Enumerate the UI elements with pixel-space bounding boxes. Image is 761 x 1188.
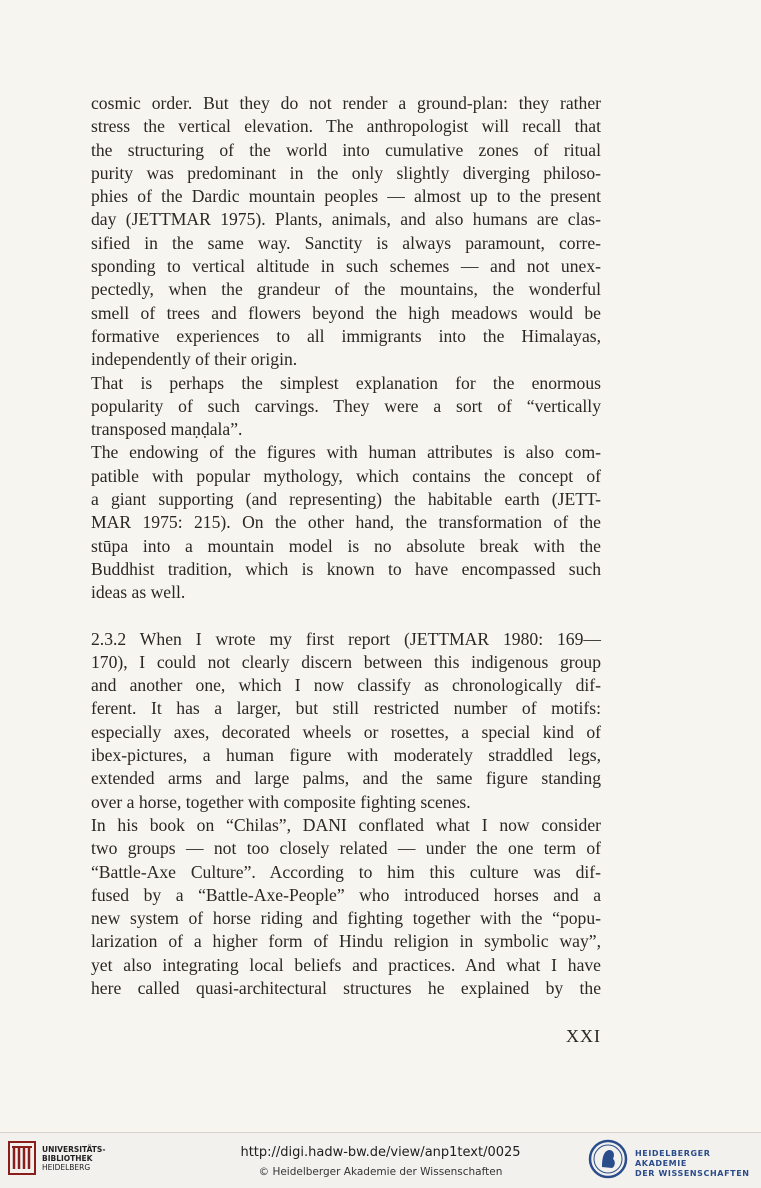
text-line: ferent. It has a larger, but still restricted number of motifs: — [91, 698, 601, 719]
text-line: smell of trees and flowers beyond the high meadows would be — [91, 302, 601, 323]
text-line: MAR 1975: 215). On the other hand, the transformation of the — [91, 512, 601, 533]
paragraph-gap — [91, 605, 601, 628]
text-line: phies of the Dardic mountain peoples — almost up to the present — [91, 186, 601, 207]
text-line: transposed maṇḍala”. — [91, 419, 243, 440]
text-line: stūpa into a mountain model is no absolute break with the — [91, 535, 601, 556]
text-line: day (JETTMAR 1975). Plants, animals, and also humans are clas- — [91, 209, 601, 230]
library-name-line: BIBLIOTHEK — [42, 1154, 93, 1163]
viewer-footer — [0, 1132, 761, 1188]
academy-name-line: DER WISSENSCHAFTEN — [635, 1169, 750, 1178]
text-line: “Battle-Axe Culture”. According to him this culture was dif- — [91, 861, 601, 882]
text-line: 2.3.2 When I wrote my first report (JETTMAR 1980: 169— — [91, 628, 601, 649]
text-line: a giant supporting (and representing) the habitable earth (JETT- — [91, 489, 601, 510]
text-line: over a horse, together with composite fighting scenes. — [91, 791, 471, 812]
text-line: here called quasi-architectural structures he explained by the — [91, 977, 601, 998]
academy-name — [635, 1149, 761, 1179]
text-line: new system of horse riding and fighting together with the “popu- — [91, 908, 601, 929]
page-number: XXI — [566, 1026, 601, 1046]
text-line: sified in the same way. Sanctity is always paramount, corre- — [91, 232, 601, 253]
text-line: independently of their origin. — [91, 349, 298, 370]
text-line: larization of a higher form of Hindu religion in symbolic way”, — [91, 931, 601, 952]
text-line: and another one, which I now classify as chronologically dif- — [91, 675, 601, 696]
body-text — [91, 92, 601, 1000]
library-name-line: HEIDELBERG — [42, 1163, 91, 1172]
academy-name-line: HEIDELBERGER AKADEMIE — [635, 1149, 711, 1168]
text-line: yet also integrating local beliefs and practices. And what I have — [91, 954, 601, 975]
text-line: The endowing of the figures with human attributes is also com- — [91, 442, 601, 463]
text-line: popularity of such carvings. They were a sort of “vertically — [91, 395, 601, 416]
text-line: Buddhist tradition, which is known to have encompassed such — [91, 558, 601, 579]
text-line: cosmic order. But they do not render a ground-plan: they rather — [91, 93, 601, 113]
text-line: ibex-pictures, a human figure with moderately straddled legs, — [91, 745, 601, 766]
text-line: especially axes, decorated wheels or rosettes, a special kind of — [91, 721, 601, 742]
text-line: the structuring of the world into cumulative zones of ritual — [91, 139, 601, 160]
text-line: two groups — not too closely related — under the one term of — [91, 838, 601, 859]
text-line: stress the vertical elevation. The anthropologist will recall that — [91, 116, 601, 137]
text-line: formative experiences to all immigrants into the Himalayas, — [91, 325, 601, 346]
library-name-line: UNIVERSITÄTS- — [42, 1145, 106, 1154]
text-line: ideas as well. — [91, 582, 186, 603]
text-line: sponding to vertical altitude in such schemes — and not unex- — [91, 256, 601, 277]
copyright-notice: © Heidelberger Akademie der Wissenschaften — [258, 1166, 503, 1178]
text-line: pectedly, when the grandeur of the mountains, the wonderful — [91, 279, 601, 300]
text-line: 170), I could not clearly discern between this indigenous group — [91, 651, 601, 672]
text-line: extended arms and large palms, and the same figure standing — [91, 768, 601, 789]
text-line: purity was predominant in the only slightly diverging philoso- — [91, 162, 601, 183]
text-line: In his book on “Chilas”, DANI conflated what I now consider — [91, 814, 601, 835]
permalink-url[interactable]: http://digi.hadw-bw.de/view/anp1text/0025 — [240, 1145, 521, 1160]
academy-seal-icon[interactable] — [588, 1137, 628, 1181]
text-line: fused by a “Battle-Axe-People” who introduced horses and a — [91, 884, 601, 905]
text-line: That is perhaps the simplest explanation for the enormous — [91, 372, 601, 393]
text-line: patible with popular mythology, which contains the concept of — [91, 465, 601, 486]
